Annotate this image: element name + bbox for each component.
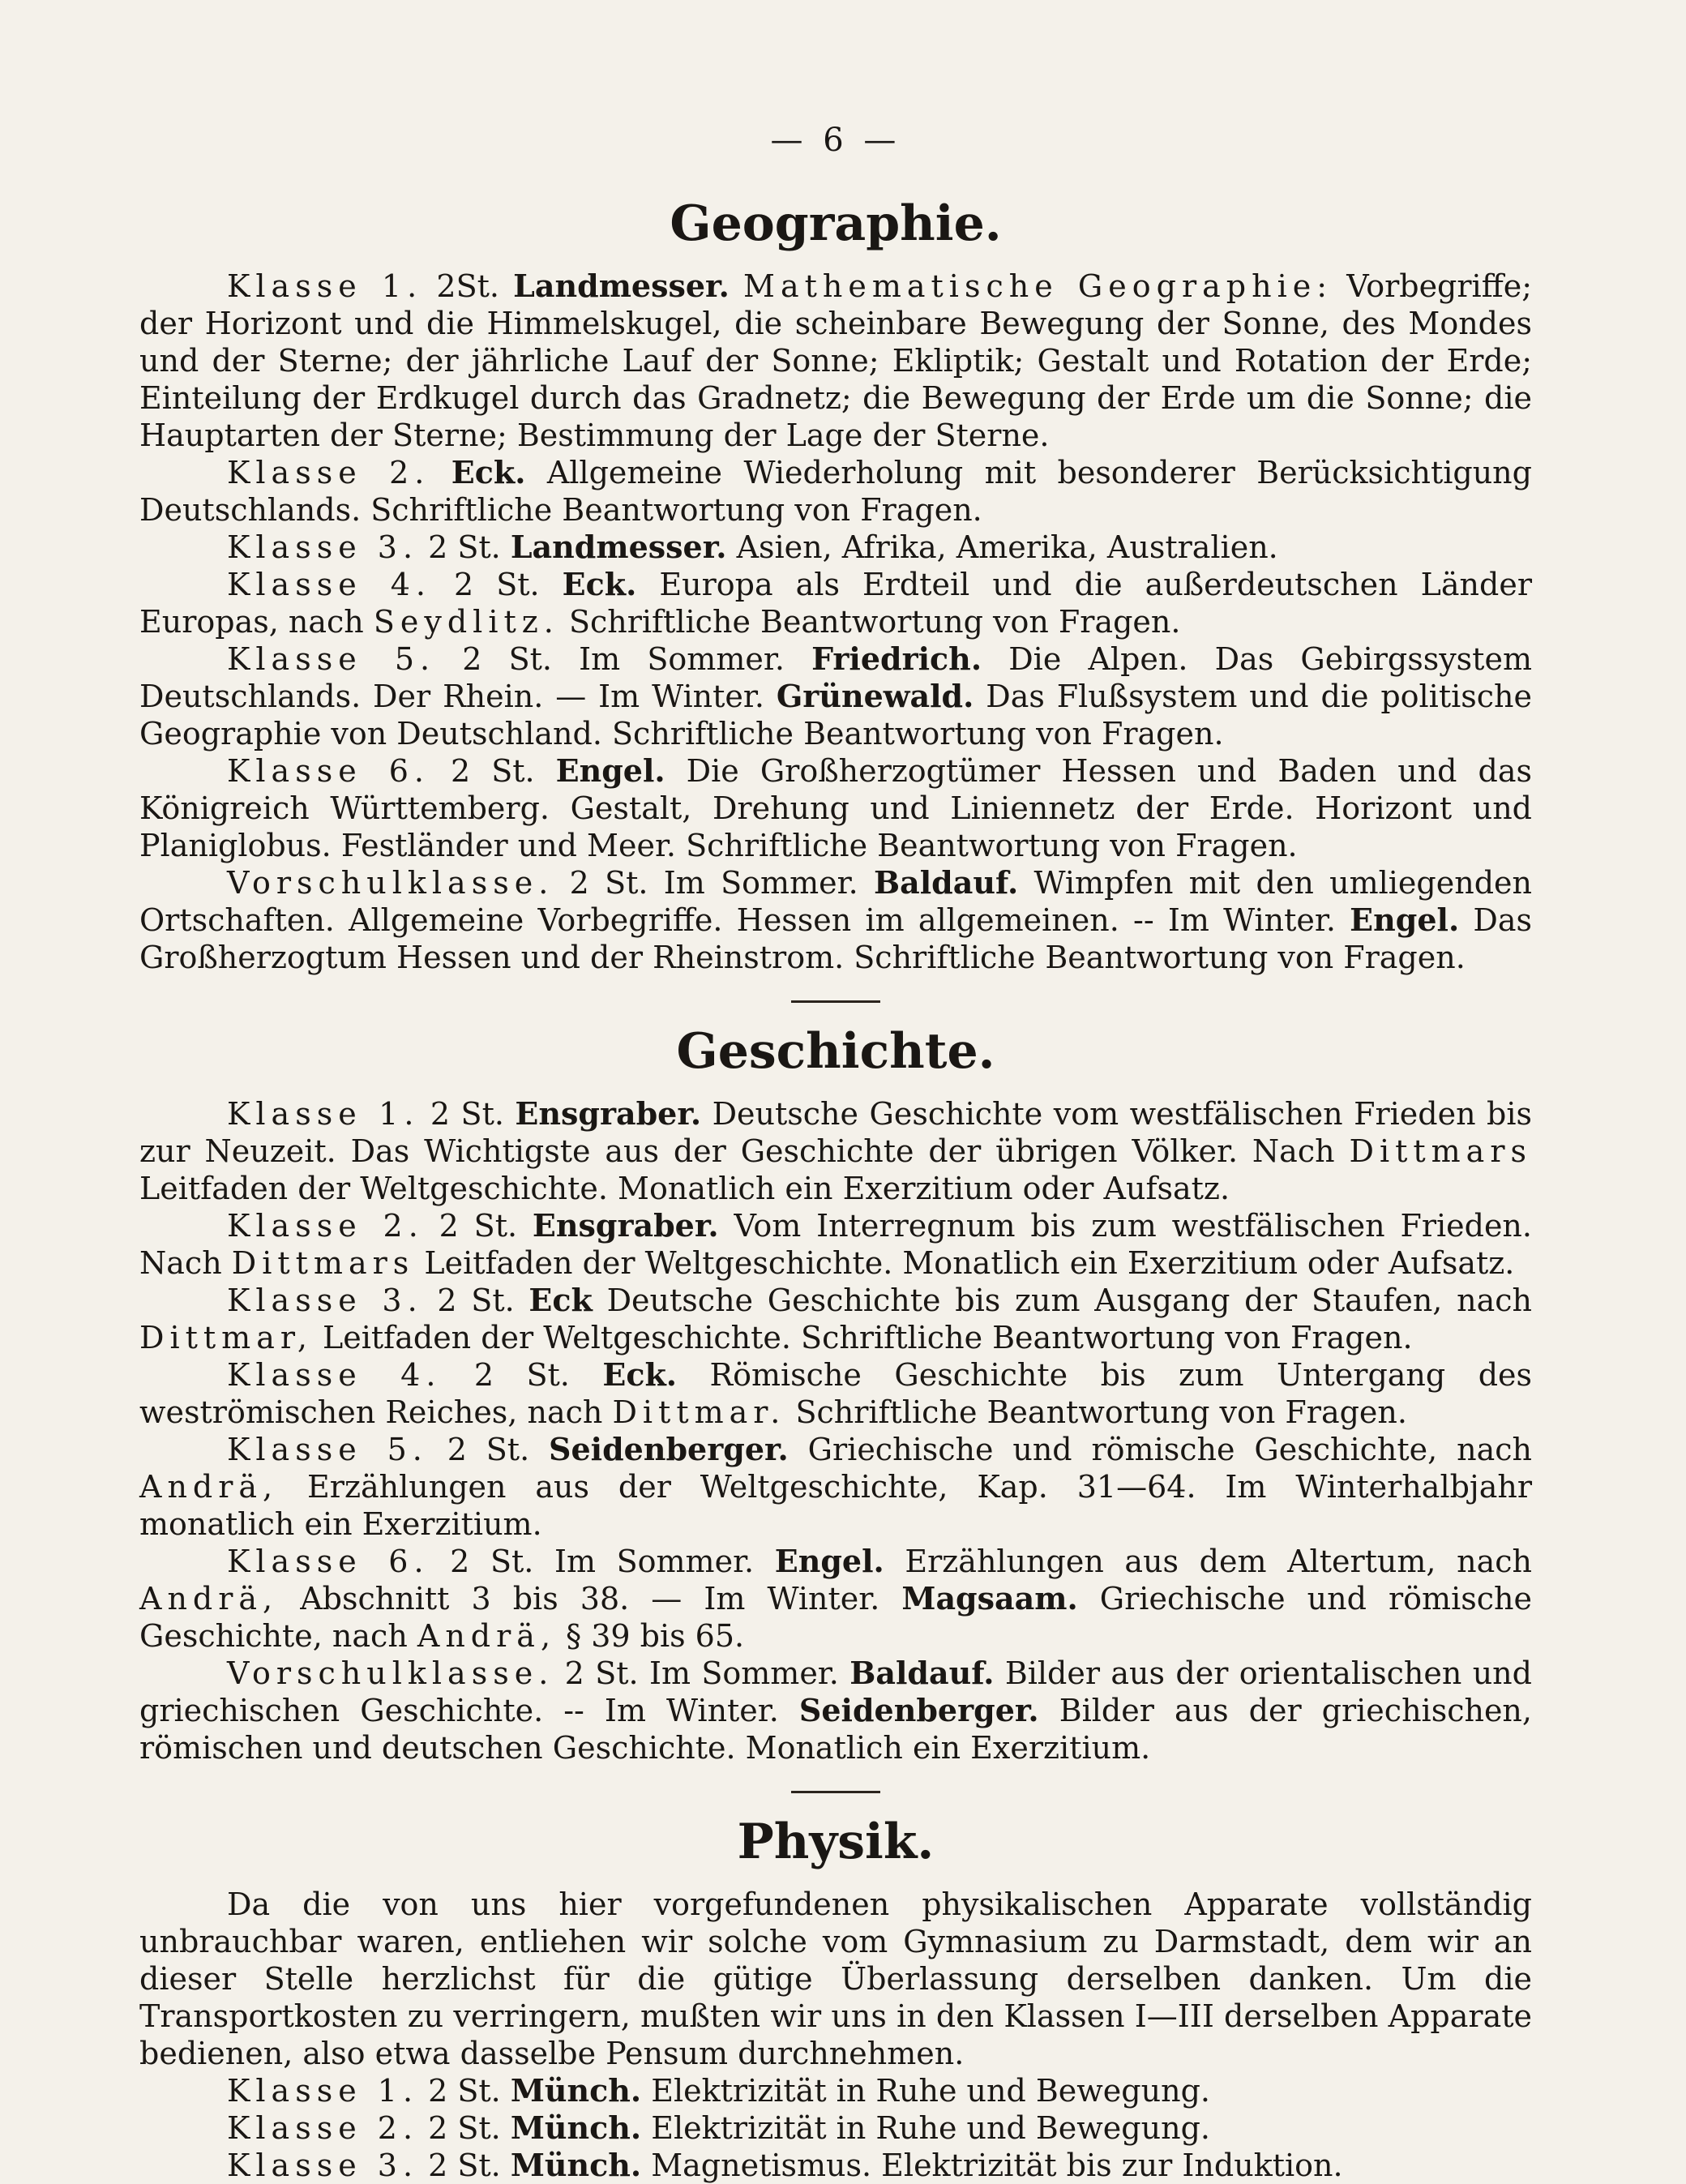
text-segment: 2 St. [418,2148,511,2183]
teacher-name: Seidenberger. [549,1431,789,1467]
teacher-name: Magsaam. [901,1580,1078,1617]
text-segment: § 39 bis 65. [556,1618,745,1654]
document-body [139,195,1532,2184]
section-paragraph [139,640,1532,752]
section-divider [139,1776,1532,1805]
spaced-term: Dittmars [231,1245,415,1281]
spaced-term: Klasse 4. [227,1357,442,1393]
text-segment: Erzählungen aus dem Altertum, nach [884,1544,1532,1579]
teacher-name: Münch. [510,2109,642,2146]
text-segment: 2 St. [418,2110,511,2146]
text-segment: Erzählungen aus der Weltgeschichte, Kap. 31—64. Im Winterhalbjahr monatlich ein Exerzitium. [139,1469,1532,1542]
teacher-name: Baldauf. [873,864,1019,901]
section-paragraph [139,268,1532,454]
teacher-name: Landmesser. [513,268,730,304]
section-paragraph [139,566,1532,640]
text-segment: Griechische und römische Geschichte, nach [139,1581,1532,1654]
section-paragraph [139,1655,1532,1766]
section-paragraph [139,1886,1532,2072]
spaced-term: Klasse 4. [227,567,431,602]
section-paragraph [139,1356,1532,1431]
spaced-term: Mathematische Geographie: [743,268,1333,304]
text-segment: Die Alpen. Das Gebirgssystem Deutschlands. Der Rhein. — Im Winter. [139,641,1532,714]
text-segment: Die Großherzogtümer Hessen und Baden und das Königreich Württemberg. Gestalt, Drehung und Liniennetz der Erde. Horizont und Planiglobus. Festländer und Meer. Schriftliche Beantwortung von Fragen. [139,753,1533,863]
section-paragraph [139,1095,1532,1207]
spaced-term: Klasse 1. [227,1096,420,1132]
section-title: Physik. [737,1814,935,1870]
teacher-name: Münch. [510,2072,642,2109]
text-segment: Vorbegriffe; der Horizont und die Himmelskugel, die scheinbare Bewegung der Sonne, des Mondes und der Sterne; der jährliche Lauf der Sonne; Ekliptik; Gestalt und Rotation der Erde; Einteilung der Erdkugel durch das Gradnetz; die Bewegung der Erde um die Sonne; die Hauptarten der Sterne; Bestimmung der Lage der Sterne. [139,268,1532,453]
text-segment: Leitfaden der Weltgeschichte. Monatlich ein Exerzitium oder Aufsatz. [139,1171,1230,1206]
spaced-term: Klasse 3. [227,529,419,565]
text-segment: Leitfaden der Weltgeschichte. Schriftliche Beantwortung von Fragen. [312,1320,1413,1355]
teacher-name: Landmesser. [510,529,727,565]
text-segment: 2 St. [430,567,563,602]
section-divider [139,986,1532,1014]
spaced-term: Dittmar, [139,1320,313,1355]
teacher-name: Engel. [1350,901,1460,938]
text-segment: Das Flußsystem und die politische Geographie von Deutschland. Schriftliche Beantwortung von Fragen. [139,679,1533,752]
section-title: Geographie. [670,195,1002,252]
text-segment: Abschnitt 3 bis 38. — Im Winter. [278,1581,902,1617]
spaced-term: Andrä, [139,1581,279,1617]
text-segment: 2 St. [427,1432,550,1467]
spaced-term: Vorschulklasse. [227,865,554,901]
text-segment: 2 St. [418,529,511,565]
section-paragraph [139,1431,1532,1543]
text-segment: 2 St. [429,753,556,789]
section-paragraph [139,864,1532,976]
text-segment: 2 St. [422,1283,529,1318]
teacher-name: Engel. [774,1543,884,1579]
text-segment: Vom Interregnum bis zum westfälischen Frieden. Nach [139,1208,1532,1281]
spaced-term: Dittmar. [612,1394,786,1430]
text-segment: 2St. [422,268,514,304]
text-segment: Griechische und römische Geschichte, nach [788,1432,1532,1467]
spaced-term: Klasse 5. [227,1432,428,1467]
teacher-name: Ensgraber. [515,1095,702,1132]
teacher-name: Grünewald. [776,678,974,714]
spaced-term: Klasse 2. [227,2110,419,2146]
section-title: Geschichte. [676,1023,995,1080]
section-paragraph [139,529,1532,566]
section-paragraph [139,752,1532,864]
teacher-name: Friedrich. [811,640,982,677]
spaced-term: Klasse 3. [227,2148,419,2183]
text-segment: Römische Geschichte bis zum Untergang des weströmischen Reiches, nach [139,1357,1533,1430]
teacher-name: Eck. [451,454,526,490]
spaced-term: Klasse 2. [227,1208,424,1244]
text-segment: Wimpfen mit den umliegenden Ortschaften. Allgemeine Vorbegriffe. Hessen im allgemeinen. -- Im Winter. [139,865,1532,938]
text-segment: 2 St. Im Sommer. [429,1544,775,1579]
page-number: — 6 — [770,122,901,159]
text-segment: 2 St. Im Sommer. [435,641,812,677]
teacher-name: Ensgraber. [532,1207,719,1244]
text-segment: Europa als Erdteil und die außerdeutschen Länder Europas, nach [139,567,1532,640]
teacher-name: Engel. [555,752,665,789]
text-segment: Allgemeine Wiederholung mit besonderer Berücksichtigung Deutschlands. Schriftliche Beantwortung von Fragen. [139,455,1532,528]
section-paragraph [139,2147,1532,2184]
section-paragraph [139,454,1532,529]
text-segment: 2 St. [419,1096,516,1132]
text-segment: Bilder aus der orientalischen und griechischen Geschichte. -- Im Winter. [139,1655,1532,1728]
teacher-name: Eck. [602,1356,678,1393]
spaced-term: Klasse 1. [227,268,423,304]
text-segment [430,455,451,490]
spaced-term: Klasse 2. [227,455,430,490]
spaced-term: Klasse 6. [227,1544,430,1579]
text-segment: 2 St. [441,1357,603,1393]
spaced-term: Dittmars [1349,1133,1532,1169]
text-segment: Schriftliche Beantwortung von Fragen. [785,1394,1407,1430]
text-segment: Da die von uns hier vorgefundenen physikalischen Apparate vollständig unbrauchbar waren, entliehen wir solche vom Gymnasium zu Darmstadt, dem wir an dieser Stelle herzlichst für die gütige Überlassung derselben danken. Um die Transportkosten zu verringern, mußten wir uns in den Klassen I—III derselben Apparate bedienen, also etwa dasselbe Pensum durchnehmen. [139,1886,1532,2071]
spaced-term: Andrä, [417,1618,557,1654]
text-segment: Leitfaden der Weltgeschichte. Monatlich ein Exerzitium oder Aufsatz. [414,1245,1515,1281]
text-segment: Elektrizität in Ruhe und Bewegung. [641,2110,1210,2146]
teacher-name: Seidenberger. [798,1692,1039,1728]
spaced-term: Andrä, [139,1469,279,1505]
spaced-term: Klasse 1. [227,2073,419,2109]
text-segment: Das Großherzogtum Hessen und der Rheinstrom. Schriftliche Beantwortung von Fragen. [139,902,1533,975]
teacher-name: Eck. [562,566,637,602]
text-segment: Magnetismus. Elektrizität bis zur Induktion. [641,2148,1343,2183]
text-segment: Deutsche Geschichte bis zum Ausgang der Staufen, nach [592,1283,1532,1318]
section-paragraph [139,1282,1532,1356]
text-segment: 2 St. [418,2073,511,2109]
text-segment: Deutsche Geschichte vom westfälischen Frieden bis zur Neuzeit. Das Wichtigste aus der Geschichte der übrigen Völker. Nach [139,1096,1532,1169]
text-segment: Asien, Afrika, Amerika, Australien. [726,529,1278,565]
text-segment: 2 St. [423,1208,533,1244]
section-paragraph [139,1207,1532,1282]
spaced-term: Seydlitz. [373,604,559,640]
text-segment: Elektrizität in Ruhe und Bewegung. [641,2073,1210,2109]
text-segment: Schriftliche Beantwortung von Fragen. [558,604,1181,640]
teacher-name: Eck [528,1282,593,1318]
section-paragraph [139,2072,1532,2109]
spaced-term: Klasse 3. [227,1283,423,1318]
text-segment: Bilder aus der griechischen, römischen und deutschen Geschichte. Monatlich ein Exerzitium. [139,1693,1532,1766]
spaced-term: Klasse 6. [227,753,430,789]
section-paragraph [139,2109,1532,2147]
teacher-name: Baldauf. [849,1655,995,1691]
section-paragraph [139,1543,1532,1655]
spaced-term: Vorschulklasse. [227,1655,554,1691]
text-segment [730,268,743,304]
teacher-name: Münch. [510,2147,642,2183]
text-segment: 2 St. Im Sommer. [554,865,874,901]
text-segment: 2 St. Im Sommer. [554,1655,850,1691]
spaced-term: Klasse 5. [227,641,436,677]
